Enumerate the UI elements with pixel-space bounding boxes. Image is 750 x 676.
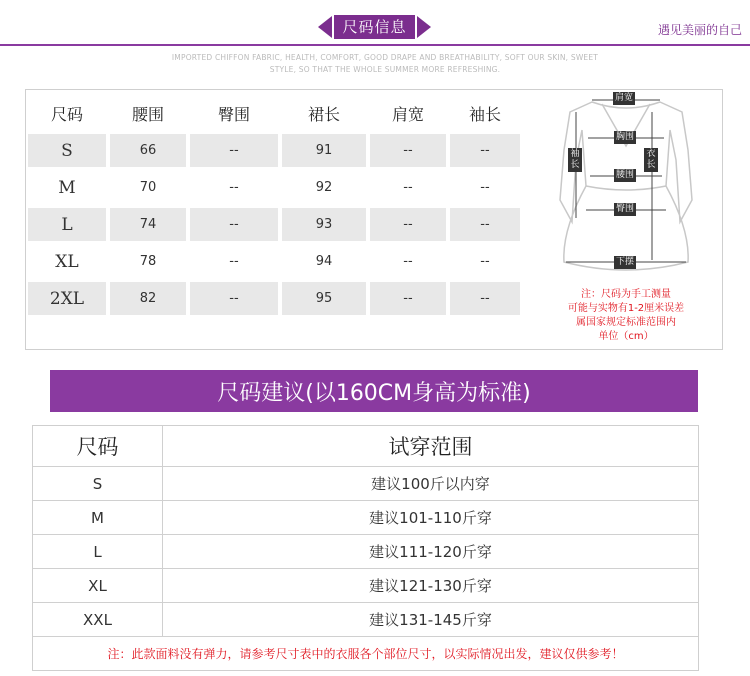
length-cell: 91 <box>282 134 366 167</box>
hip-cell: -- <box>190 282 278 315</box>
diagram-label-chest: 胸围 <box>616 132 635 142</box>
note-line: 可能与实物有1-2厘米误差 <box>567 303 685 314</box>
dress-diagram <box>530 90 722 290</box>
size-table-header <box>26 95 526 132</box>
range-cell: 建议101-110斤穿 <box>369 509 492 527</box>
range-cell: 建议111-120斤穿 <box>369 543 492 561</box>
size-cell: L <box>33 535 163 568</box>
waist-cell: 82 <box>110 282 186 315</box>
table-row <box>33 467 698 501</box>
column-header: 裙长 <box>307 105 340 124</box>
diagram-label-hem: 下摆 <box>616 257 635 267</box>
brand-tagline: 遇见美丽的自己 <box>657 23 742 37</box>
table-row <box>33 535 698 569</box>
waist-cell: 78 <box>139 254 157 269</box>
length-cell: 93 <box>282 208 366 241</box>
size-cell: XXL <box>33 603 163 636</box>
range-cell: 建议131-145斤穿 <box>369 611 492 629</box>
recommend-title: 尺码建议(以160CM身高为标准) <box>50 370 698 412</box>
sleeve-cell: -- <box>450 282 520 315</box>
size-cell: S <box>28 134 106 167</box>
table-row <box>26 206 526 243</box>
length-cell: 95 <box>282 282 366 315</box>
column-header: 肩宽 <box>391 105 424 124</box>
waist-cell: 70 <box>139 180 157 195</box>
diagram-label-hip: 臀围 <box>616 204 635 214</box>
shoulder-cell: -- <box>370 282 446 315</box>
shoulder-cell: -- <box>403 254 413 269</box>
sleeve-cell: -- <box>480 180 490 195</box>
range-cell: 建议100斤以内穿 <box>371 475 490 493</box>
shoulder-cell: -- <box>370 208 446 241</box>
header-divider <box>0 44 750 46</box>
hip-cell: -- <box>190 134 278 167</box>
english-line-1: IMPORTED CHIFFON FABRIC, HEALTH, COMFORT, GOOD DRAPE AND BREATHABILITY, SOFT OUR SKIN, SWEET <box>171 53 599 62</box>
length-cell: 94 <box>315 254 333 269</box>
table-row <box>26 169 526 206</box>
diagram-label-shoulder: 肩宽 <box>615 93 634 103</box>
measurement-note <box>540 288 712 344</box>
sleeve-cell: -- <box>450 134 520 167</box>
size-cell: M <box>33 501 163 534</box>
recommend-footnote: 注：此款面料没有弹力，请参考尺寸表中的衣服各个部位尺寸，以实际情况出发，建议仅供参考！ <box>107 647 624 661</box>
length-cell: 92 <box>315 180 333 195</box>
size-cell: L <box>28 208 106 241</box>
note-line: 属国家规定标准范围内 <box>576 317 676 328</box>
recommend-table <box>32 425 699 671</box>
table-row <box>26 243 526 280</box>
diagram-label-waist: 腰围 <box>616 170 635 180</box>
column-header: 尺码 <box>33 426 163 466</box>
sleeve-cell: -- <box>480 254 490 269</box>
recommend-table-header <box>33 426 698 467</box>
size-cell: M <box>58 177 76 198</box>
table-row <box>33 603 698 637</box>
sleeve-cell: -- <box>450 208 520 241</box>
shoulder-cell: -- <box>370 134 446 167</box>
hip-cell: -- <box>190 208 278 241</box>
size-table <box>26 95 526 317</box>
hip-cell: -- <box>229 180 239 195</box>
shoulder-cell: -- <box>403 180 413 195</box>
waist-cell: 66 <box>110 134 186 167</box>
column-header: 试穿范围 <box>388 435 473 459</box>
column-header: 袖长 <box>468 105 501 124</box>
diagram-label-sleeve: 袖长 <box>568 148 582 172</box>
size-cell: 2XL <box>28 282 106 315</box>
size-cell: S <box>33 467 163 500</box>
english-line-2: STYLE, SO THAT THE WHOLE SUMMER MORE REFRESHING. <box>269 65 501 74</box>
section-banner <box>303 15 446 39</box>
table-row <box>33 569 698 603</box>
table-row <box>26 280 526 317</box>
waist-cell: 74 <box>110 208 186 241</box>
diagram-label-length: 衣长 <box>644 148 658 172</box>
column-header: 腰围 <box>131 105 164 124</box>
size-cell: XL <box>33 569 163 602</box>
table-row <box>33 501 698 535</box>
banner-arrow-right-icon <box>417 16 431 38</box>
size-cell: XL <box>55 251 79 272</box>
table-row <box>26 132 526 169</box>
note-line: 注：尺码为手工测量 <box>581 289 671 300</box>
column-header: 尺码 <box>50 105 83 124</box>
english-description <box>130 52 640 76</box>
note-line: 单位（cm） <box>598 331 654 342</box>
range-cell: 建议121-130斤穿 <box>369 577 492 595</box>
hip-cell: -- <box>229 254 239 269</box>
section-title: 尺码信息 <box>334 15 414 39</box>
banner-arrow-left-icon <box>318 16 332 38</box>
column-header: 臀围 <box>217 105 250 124</box>
